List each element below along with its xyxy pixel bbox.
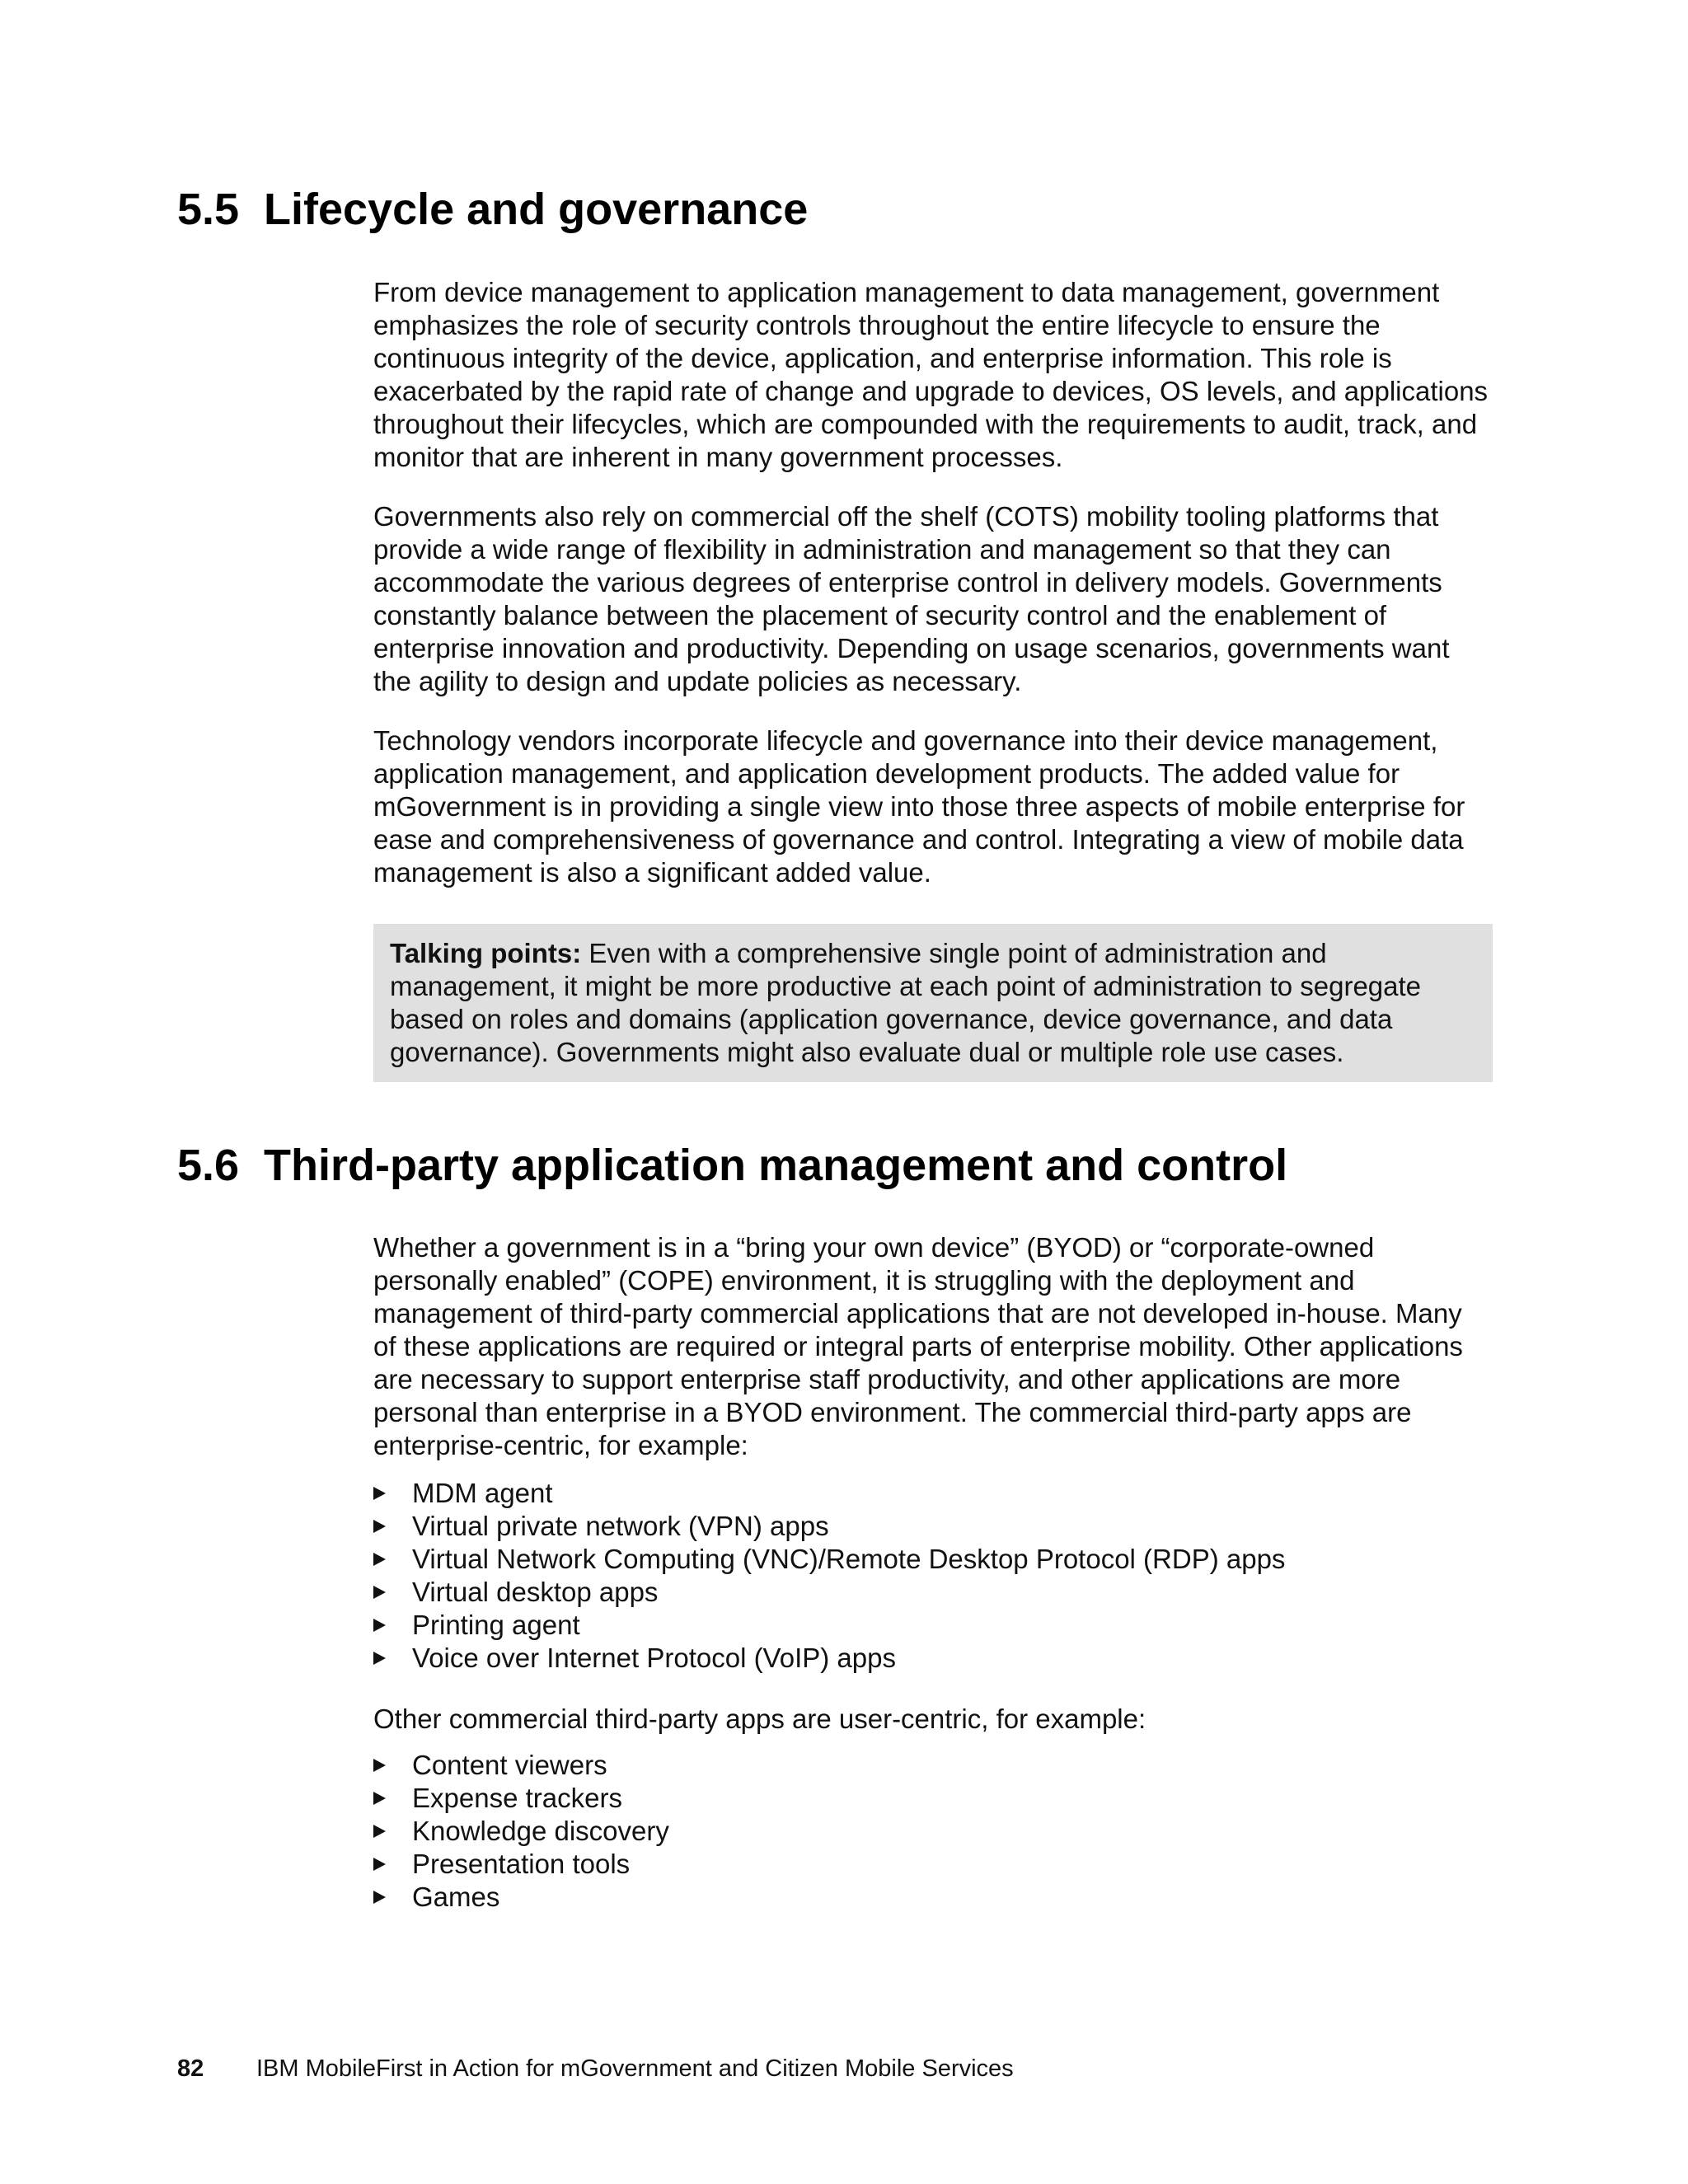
- bullet-arrow-icon: [373, 1759, 386, 1772]
- paragraph: Whether a government is in a “bring your own device” (BYOD) or “corporate-owned personally enabled” (COPE) environment, it is struggling with the deployment and management of third-party commercial applications that are not developed in-house. Many of these applications are required or integral parts of enterprise mobility. Other applications are necessary to support enterprise staff productivity, and other applications are more personal than enterprise in a BYOD environment. The commercial third-party apps are enterprise-centric, for example:: [373, 1232, 1463, 1460]
- list-item: MDM agent: [373, 1477, 1490, 1510]
- section-heading-5-5: [177, 183, 808, 236]
- list-item: Games: [373, 1881, 1490, 1914]
- page-number: 82: [177, 2055, 204, 2082]
- section-5-6-body: [373, 1231, 1490, 1914]
- section-title-text: Third-party application management and control: [264, 1141, 1288, 1190]
- section-number: 5.5: [177, 185, 240, 234]
- talking-points-callout: [373, 924, 1493, 1082]
- bullet-arrow-icon: [373, 1858, 386, 1871]
- list-item: Voice over Internet Protocol (VoIP) apps: [373, 1642, 1490, 1675]
- callout-text: Even with a comprehensive single point of administration and management, it might be more productive at each point of administration to segregate based on roles and domains (application governance, device governance, and data governance). Governments might also evaluate dual or multiple role use cases.: [390, 938, 1422, 1067]
- paragraph: Technology vendors incorporate lifecycle and governance into their device management, application management, and application development products. The added value for mGovernment is in providing a single view into those three aspects of mobile enterprise for ease and comprehensiveness of governance and control. Integrating a view of mobile data management is also a significant added value.: [373, 725, 1465, 888]
- bullet-arrow-icon: [373, 1487, 386, 1500]
- bullet-arrow-icon: [373, 1792, 386, 1805]
- list-item: Virtual desktop apps: [373, 1576, 1490, 1609]
- bullet-arrow-icon: [373, 1520, 386, 1533]
- callout-label: Talking points:: [390, 938, 582, 968]
- user-apps-list: [373, 1749, 1490, 1914]
- bullet-arrow-icon: [373, 1891, 386, 1904]
- list-item: Expense trackers: [373, 1782, 1490, 1815]
- bullet-arrow-icon: [373, 1652, 386, 1665]
- section-5-5-body: [373, 276, 1490, 1082]
- enterprise-apps-list: [373, 1477, 1490, 1675]
- list-item: Virtual private network (VPN) apps: [373, 1510, 1490, 1543]
- list-item: Knowledge discovery: [373, 1815, 1490, 1848]
- section-number: 5.6: [177, 1141, 240, 1190]
- section-title-text: Lifecycle and governance: [264, 185, 809, 234]
- page-footer: [177, 2054, 1014, 2083]
- bullet-arrow-icon: [373, 1553, 386, 1566]
- section-heading-5-6: [177, 1139, 1287, 1192]
- list-item: Virtual Network Computing (VNC)/Remote Desktop Protocol (RDP) apps: [373, 1543, 1490, 1576]
- list-item: Printing agent: [373, 1609, 1490, 1642]
- book-title: IBM MobileFirst in Action for mGovernment and Citizen Mobile Services: [256, 2055, 1014, 2082]
- bullet-arrow-icon: [373, 1825, 386, 1838]
- paragraph: Governments also rely on commercial off the shelf (COTS) mobility tooling platforms that provide a wide range of flexibility in administration and management so that they can accommodate the various degrees of enterprise control in delivery models. Governments constantly balance between the placement of security control and the enablement of enterprise innovation and productivity. Depending on usage scenarios, governments want the agility to design and update policies as necessary.: [373, 501, 1450, 696]
- paragraph: Other commercial third-party apps are user-centric, for example:: [373, 1704, 1146, 1734]
- bullet-arrow-icon: [373, 1619, 386, 1632]
- list-item: Presentation tools: [373, 1848, 1490, 1881]
- bullet-arrow-icon: [373, 1586, 386, 1599]
- paragraph: From device management to application management to data management, government emphasizes the role of security controls throughout the entire lifecycle to ensure the continuous integrity of the device, application, and enterprise information. This role is exacerbated by the rapid rate of change and upgrade to devices, OS levels, and applications throughout their lifecycles, which are compounded with the requirements to audit, track, and monitor that are inherent in many government processes.: [373, 277, 1489, 472]
- list-item: Content viewers: [373, 1749, 1490, 1782]
